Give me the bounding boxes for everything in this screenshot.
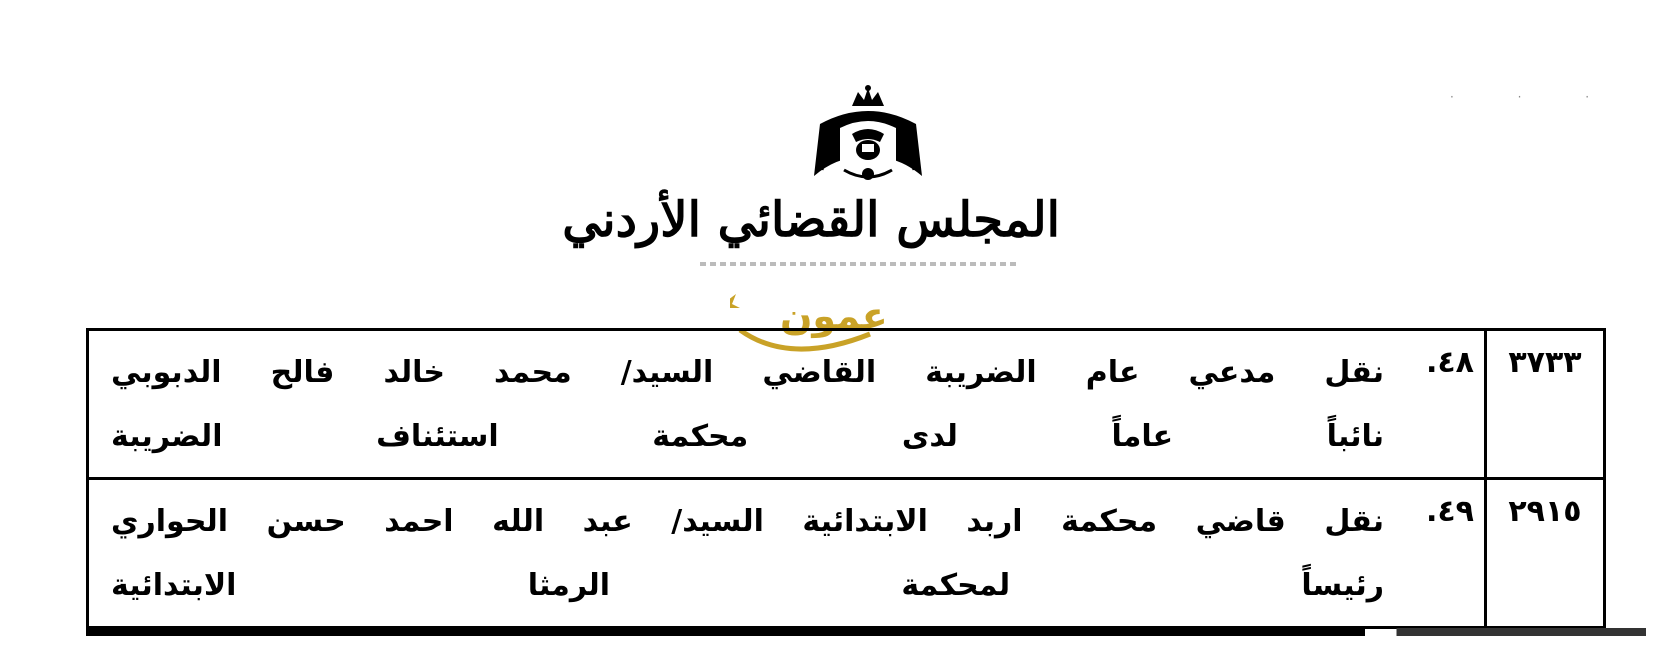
jordan-coat-of-arms-emblem <box>800 84 936 188</box>
order-text-line: رئيساً لمحكمة الرمثا الابتدائية <box>111 568 1384 603</box>
order-text-line: نقل قاضي محكمة اربد الابتدائية السيد/ عبد الله احمد حسن الحواري <box>111 504 1384 539</box>
table-row <box>88 330 1605 479</box>
transfer-orders-table <box>86 328 1606 629</box>
council-subtitle-line <box>700 262 1020 266</box>
order-text-cell <box>88 330 1415 479</box>
table-row <box>88 479 1605 628</box>
scan-marks: · · · <box>1450 90 1620 104</box>
order-text-line: نقل مدعي عام الضريبة القاضي السيد/ محمد خالد فالح الدبوبي <box>111 355 1384 390</box>
ammon-watermark-text: عمون <box>780 294 888 338</box>
item-number-cell: ٤٩. <box>1414 479 1486 628</box>
employee-id-cell: ٢٩١٥ <box>1486 479 1605 628</box>
order-text-line: نائباً عاماً لدى محكمة استئناف الضريبة <box>111 419 1384 454</box>
council-name: المجلس القضائي الأردني <box>562 192 1060 248</box>
bottom-scan-artifact <box>86 628 1646 636</box>
order-text-cell <box>88 479 1415 628</box>
item-number-cell: ٤٨. <box>1414 330 1486 479</box>
employee-id-cell: ٣٧٣٣ <box>1486 330 1605 479</box>
